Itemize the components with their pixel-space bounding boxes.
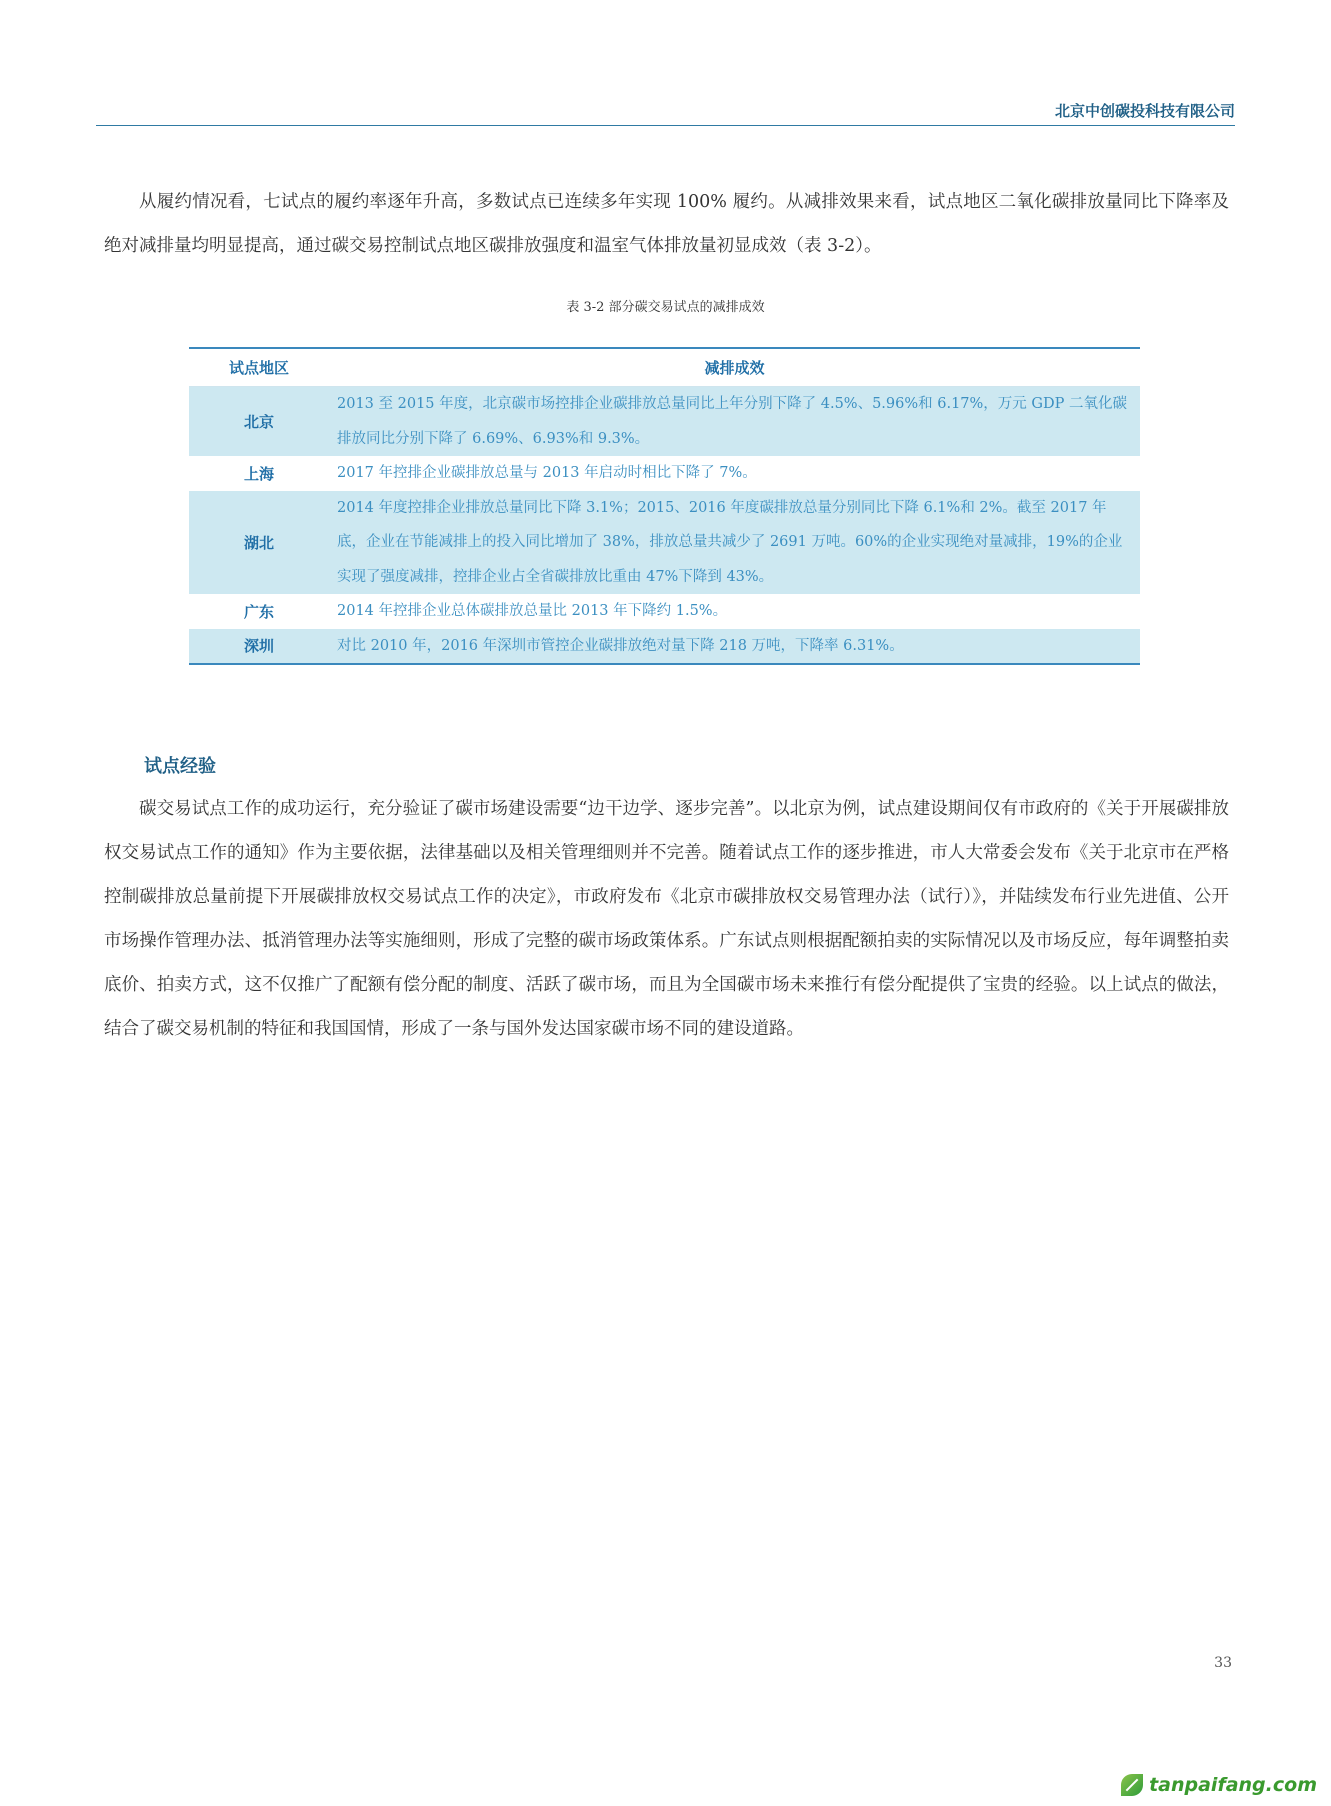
effect-cell: 2013 至 2015 年度，北京碳市场控排企业碳排放总量同比上年分别下降了 4.5%、5.96%和 6.17%，万元 GDP 二氧化碳排放同比分别下降了 6.69%、6.93%和 9.3%。 xyxy=(329,387,1140,457)
table-row xyxy=(189,491,1140,595)
emission-reduction-table xyxy=(189,347,1140,665)
effect-cell: 对比 2010 年，2016 年深圳市管控企业碳排放绝对量下降 218 万吨，下降率 6.31%。 xyxy=(329,629,1140,665)
section-heading: 试点经验 xyxy=(144,756,216,777)
intro-paragraph: 从履约情况看，七试点的履约率逐年升高，多数试点已连续多年实现 100% 履约。从减排效果来看，试点地区二氧化碳排放量同比下降率及绝对减排量均明显提高，通过碳交易控制试点地区碳排放强度和温室气体排放量初显成效（表 3-2）。 xyxy=(104,192,1229,256)
effect-cell: 2017 年控排企业碳排放总量与 2013 年启动时相比下降了 7%。 xyxy=(329,456,1140,491)
section-paragraph: 碳交易试点工作的成功运行，充分验证了碳市场建设需要“边干边学、逐步完善”。以北京为例，试点建设期间仅有市政府的《关于开展碳排放权交易试点工作的通知》作为主要依据，法律基础以及相关管理细则并不完善。随着试点工作的逐步推进，市人大常委会发布《关于北京市在严格控制碳排放总量前提下开展碳排放权交易试点工作的决定》，市政府发布《北京市碳排放权交易管理办法（试行）》，并陆续发布行业先进值、公开市场操作管理办法、抵消管理办法等实施细则，形成了完整的碳市场政策体系。广东试点则根据配额拍卖的实际情况以及市场反应，每年调整拍卖底价、拍卖方式，这不仅推广了配额有偿分配的制度、活跃了碳市场，而且为全国碳市场未来推行有偿分配提供了宝贵的经验。以上试点的做法，结合了碳交易机制的特征和我国国情，形成了一条与国外发达国家碳市场不同的建设道路。 xyxy=(104,799,1229,1039)
table-row xyxy=(189,387,1140,457)
table-row xyxy=(189,594,1140,629)
page-number: 33 xyxy=(1214,1655,1232,1671)
leaf-icon xyxy=(1121,1774,1143,1796)
region-cell: 广东 xyxy=(189,594,329,629)
column-header-region: 试点地区 xyxy=(189,348,329,387)
column-header-effect: 减排成效 xyxy=(329,348,1140,387)
header-divider xyxy=(96,125,1235,126)
region-cell: 湖北 xyxy=(189,491,329,595)
region-cell: 深圳 xyxy=(189,629,329,665)
table-row xyxy=(189,456,1140,491)
header-company-name: 北京中创碳投科技有限公司 xyxy=(1054,102,1235,120)
region-cell: 北京 xyxy=(189,387,329,457)
effect-cell: 2014 年控排企业总体碳排放总量比 2013 年下降约 1.5%。 xyxy=(329,594,1140,629)
table-row xyxy=(189,629,1140,665)
table-caption: 表 3-2 部分碳交易试点的减排成效 xyxy=(566,300,765,315)
region-cell: 上海 xyxy=(189,456,329,491)
watermark[interactable] xyxy=(1121,1770,1317,1800)
effect-cell: 2014 年度控排企业排放总量同比下降 3.1%；2015、2016 年度碳排放总量分别同比下降 6.1%和 2%。截至 2017 年底，企业在节能减排上的投入同比增加了 38%，排放总量共减少了 2691 万吨。60%的企业实现绝对量减排，19%的企业实现了强度减排，控排企业占全省碳排放比重由 47%下降到 43%。 xyxy=(329,491,1140,595)
watermark-text: tanpaifang.com xyxy=(1149,1774,1317,1796)
table-header-row xyxy=(189,348,1140,387)
